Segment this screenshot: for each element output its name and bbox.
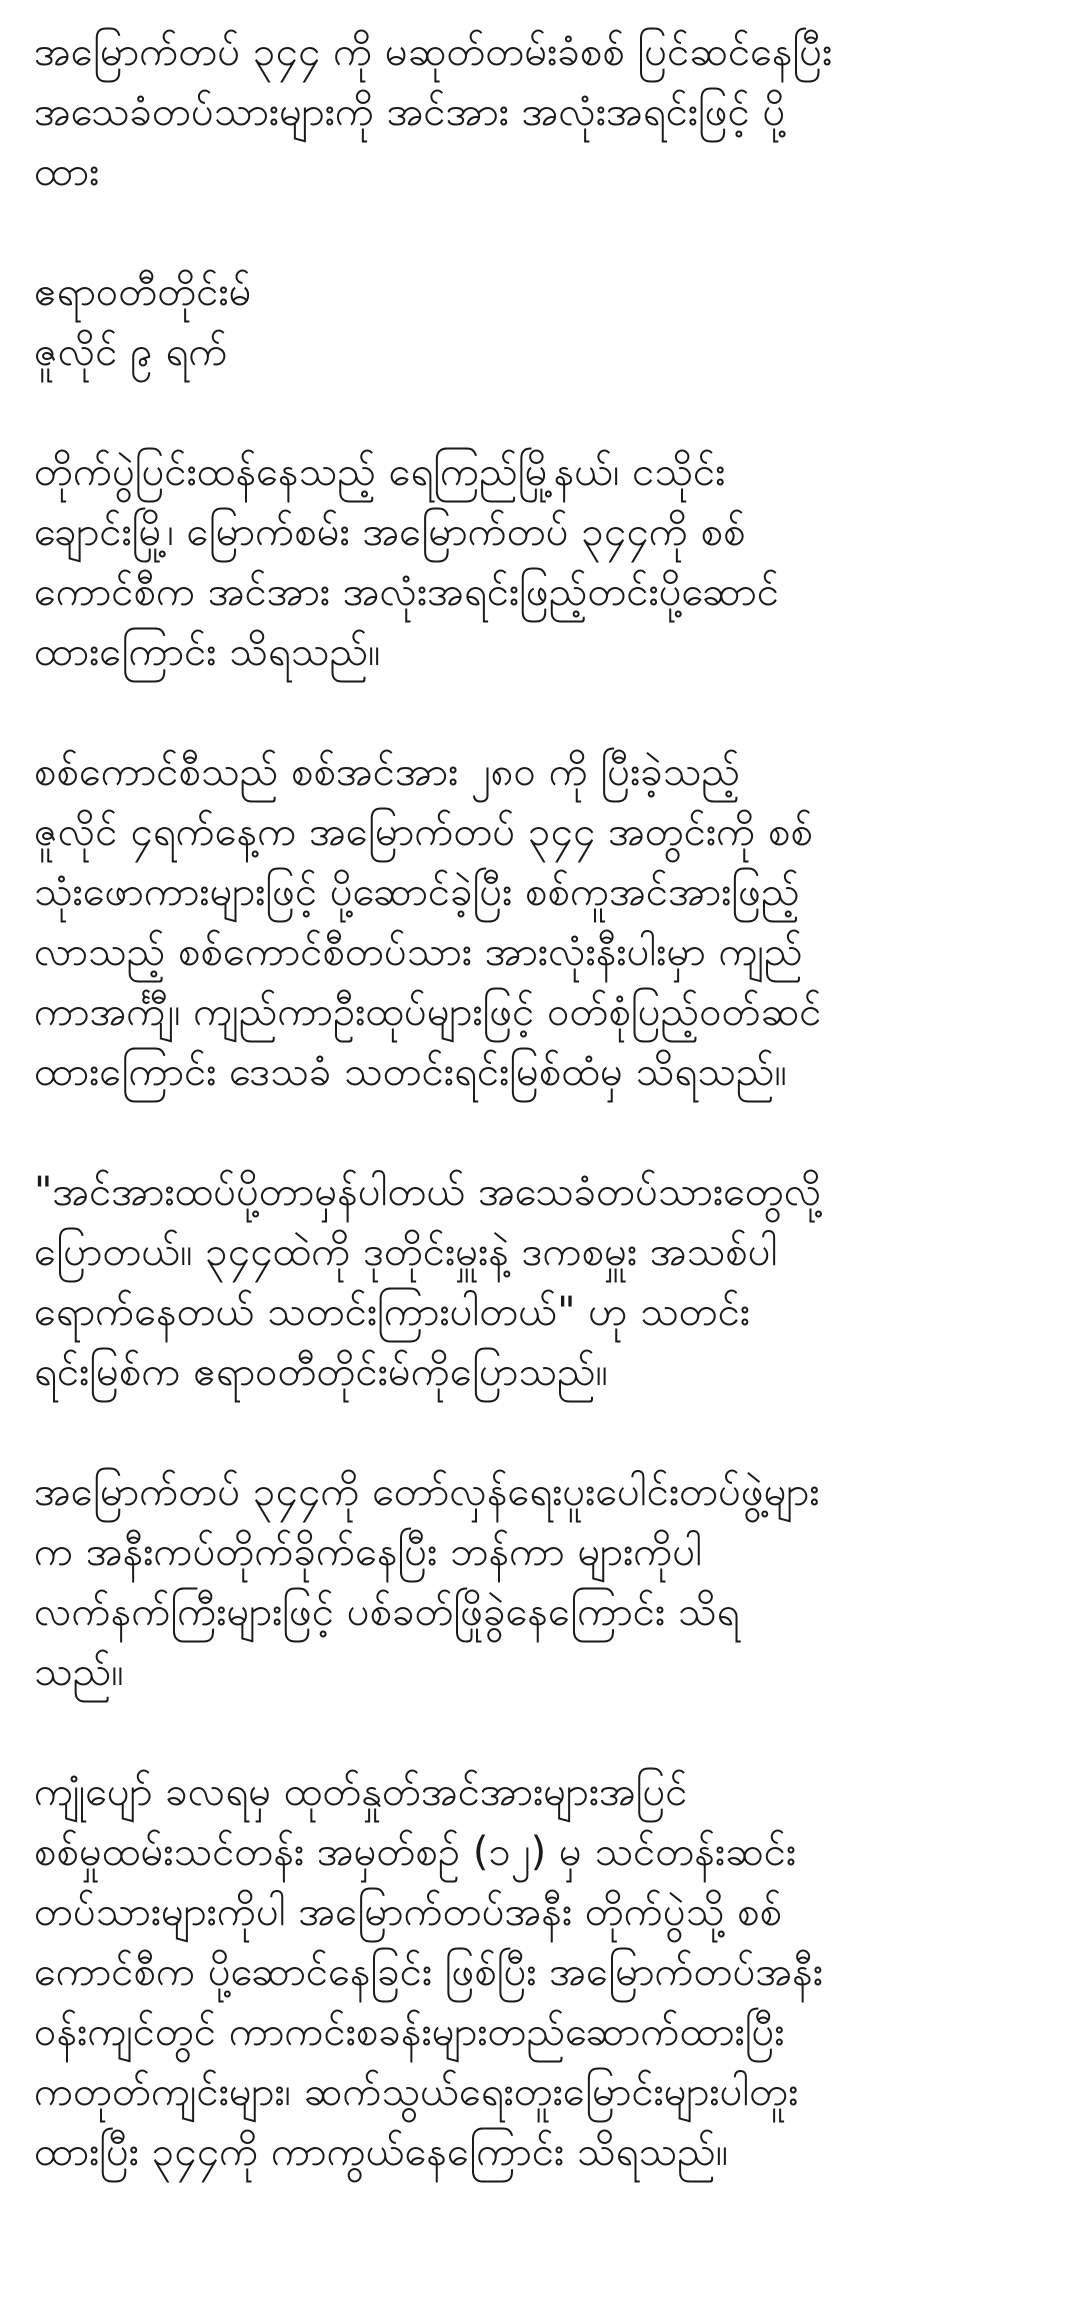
paragraph: စစ်ကောင်စီသည် စစ်အင်အား ၂၈၀ ကို ပြီးခဲ့သည့် ဇူလိုင် ၄ရက်နေ့က အမြောက်တပ် ၃၄၄ အတွင်းကို စစ် သုံးဖောကားများဖြင့် ပို့ဆောင်ခဲ့ပြီး စစ်ကူအင်အားဖြည့် လာသည့် စစ်ကောင်စီတပ်သား အားလုံးနီးပါးမှာ ကျည် ကာအင်္ကျီ၊ ကျည်ကာဦးထုပ်များဖြင့် ဝတ်စုံပြည့်ဝတ်ဆင် ထားကြောင်း ဒေသခံ သတင်းရင်းမြစ်ထံမှ သိရသည်။: [34, 749, 822, 1095]
dateline: [34, 262, 1046, 382]
paragraph: ကျုံပျော် ခလရမှ ထုတ်နှုတ်အင်အားများအပြင် စစ်မှုထမ်းသင်တန်း အမှတ်စဉ် (၁၂) မှ သင်တန်းဆင်း တပ်သားများကိုပါ အမြောက်တပ်အနီး တိုက်ပွဲသို့ စစ် ကောင်စီက ပို့ဆောင်နေခြင်း ဖြစ်ပြီး အမြောက်တပ်အနီး ဝန်းကျင်တွင် ကာကင်းစခန်းများတည်ဆောက်ထားပြီး ကတုတ်ကျင်းများ၊ ဆက်သွယ်ရေးတူးမြောင်းများပါတူး ထားပြီး ၃၄၄ကို ကာကွယ်နေကြောင်း သိရသည်။: [34, 1769, 824, 2175]
article-date: ဇူလိုင် ၉ ရက်: [34, 329, 228, 375]
source-name: ဧရာဝတီတိုင်းမ်: [34, 269, 252, 315]
quote-paragraph: "အင်အားထပ်ပို့တာမှန်ပါတယ် အသေခံတပ်သားတွေလို့ ပြောတယ်။ ၃၄၄ထဲကို ဒုတိုင်းမှူးနဲ့ ဒကစမှူး အသစ်ပါ ရောက်နေတယ် သတင်းကြားပါတယ်" ဟု သတင်း ရင်းမြစ်က ဧရာဝတီတိုင်းမ်ကိုပြောသည်။: [34, 1169, 822, 1395]
article-headline: အမြောက်တပ် ၃၄၄ ကို မဆုတ်တမ်းခံစစ် ပြင်ဆင်နေပြီး အသေခံတပ်သားများကို အင်အား အလုံးအရင်းဖြင့် ပို့ ထား: [34, 29, 833, 195]
paragraph: အမြောက်တပ် ၃၄၄ကို တော်လှန်ရေးပူးပေါင်းတပ်ဖွဲ့များ က အနီးကပ်တိုက်ခိုက်နေပြီး ဘန်ကာ များကိုပါ လက်နက်ကြီးများဖြင့် ပစ်ခတ်ဖြိုခွဲနေကြောင်း သိရ သည်။: [34, 1469, 820, 1695]
paragraph: တိုက်ပွဲပြင်းထန်နေသည့် ရေကြည်မြို့နယ်၊ ငသိုင်း ချောင်းမြို့၊ မြောက်စမ်း အမြောက်တပ် ၃၄၄ကို စစ် ကောင်စီက အင်အား အလုံးအရင်းဖြည့်တင်းပို့ဆောင် ထားကြောင်း သိရသည်။: [34, 449, 779, 675]
